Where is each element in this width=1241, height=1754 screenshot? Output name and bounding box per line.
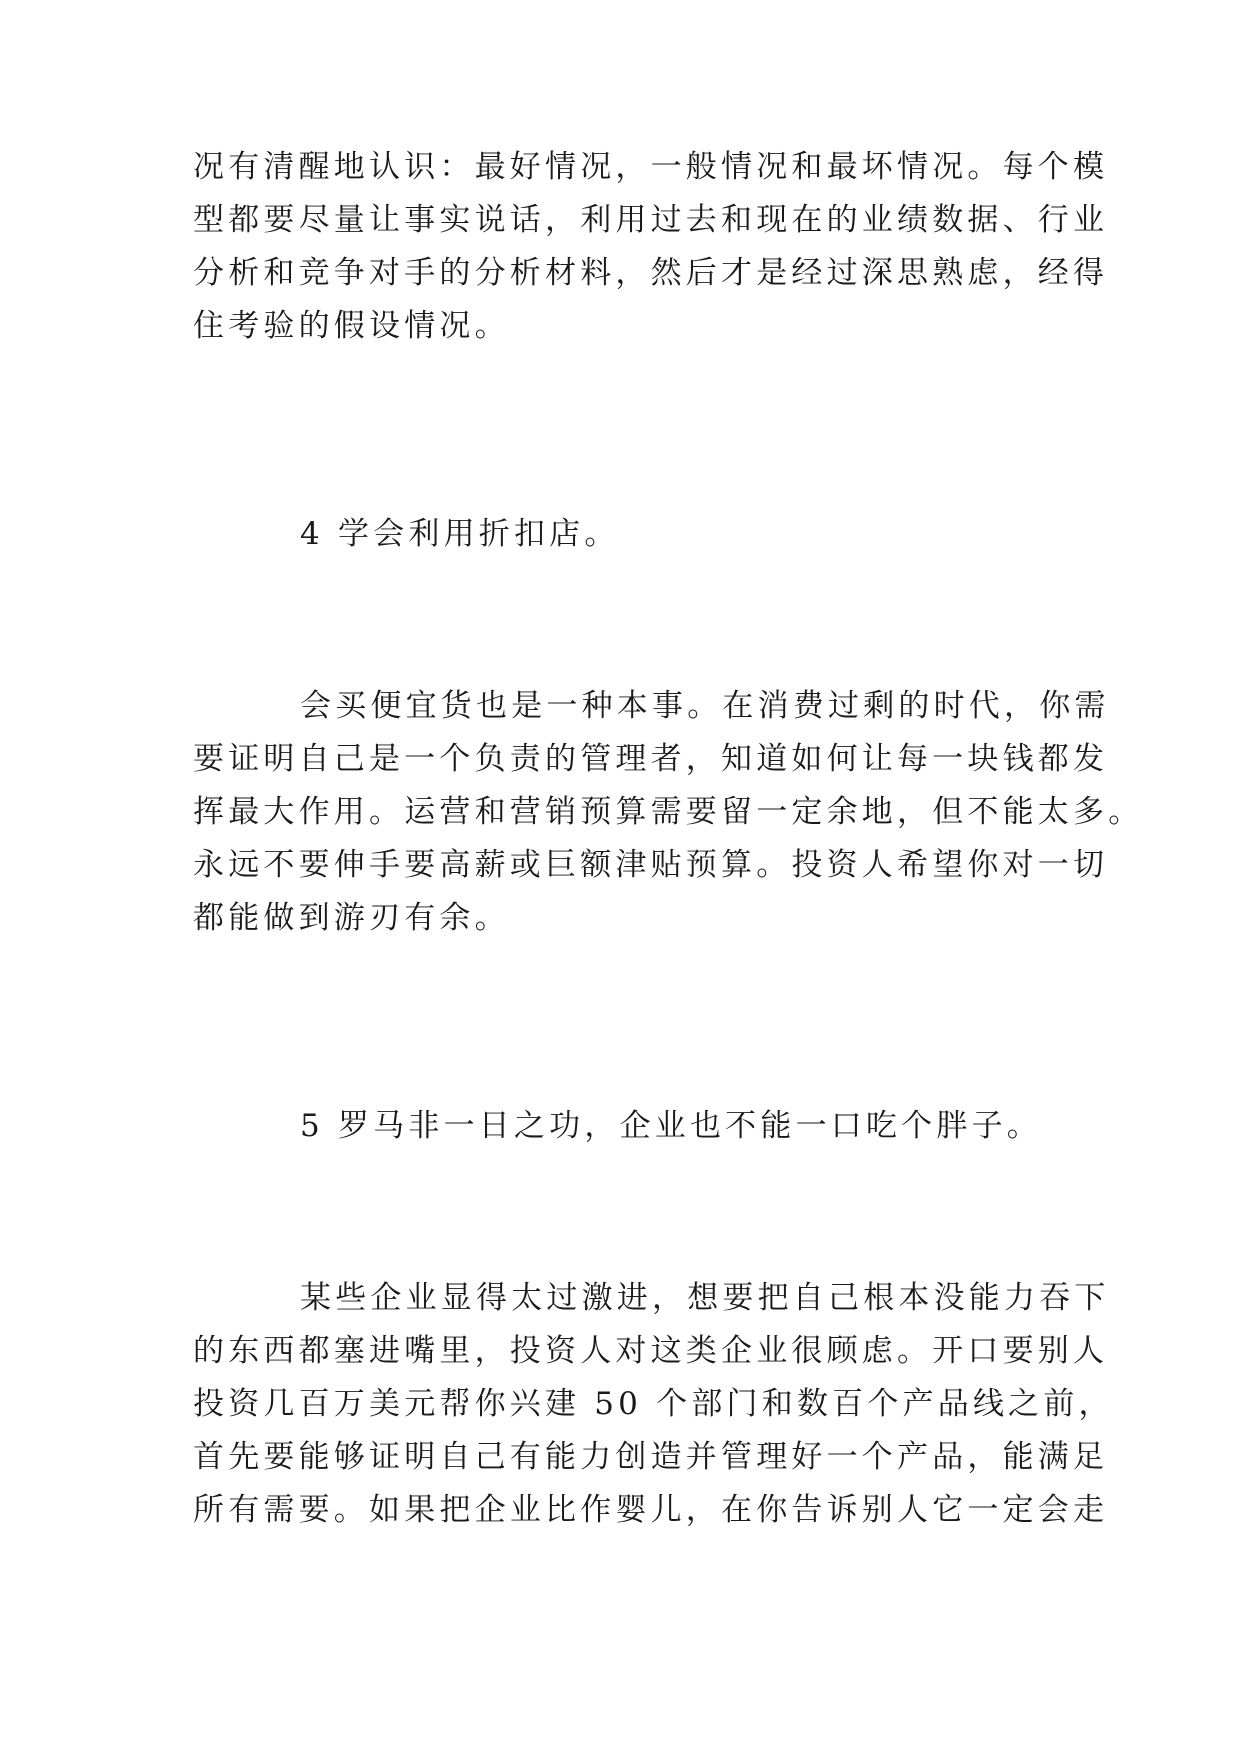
paragraph-3-line-2: 的东西都塞进嘴里，投资人对这类企业很顾虑。开口要别人 <box>193 1333 1109 1369</box>
paragraph-2-line-3: 挥最大作用。运营和营销预算需要留一定余地，但不能太多。 <box>193 794 1144 830</box>
paragraph-2-line-1: 会买便宜货也是一种本事。在消费过剩的时代，你需 <box>300 688 1110 724</box>
section-heading-4: 4 学会利用折扣店。 <box>300 516 620 552</box>
paragraph-1-line-3: 分析和竞争对手的分析材料，然后才是经过深思熟虑，经得 <box>193 255 1109 291</box>
paragraph-2-line-2: 要证明自己是一个负责的管理者，知道如何让每一块钱都发 <box>193 741 1109 777</box>
paragraph-1-line-1: 况有清醒地认识：最好情况，一般情况和最坏情况。每个模 <box>193 149 1109 185</box>
paragraph-2-line-4: 永远不要伸手要高薪或巨额津贴预算。投资人希望你对一切 <box>193 847 1109 883</box>
paragraph-3-line-4: 首先要能够证明自己有能力创造并管理好一个产品，能满足 <box>193 1439 1109 1475</box>
paragraph-2-line-5: 都能做到游刃有余。 <box>193 900 510 936</box>
paragraph-3-line-5: 所有需要。如果把企业比作婴儿，在你告诉别人它一定会走 <box>193 1492 1109 1528</box>
paragraph-1-line-4: 住考验的假设情况。 <box>193 308 510 344</box>
paragraph-1-line-2: 型都要尽量让事实说话，利用过去和现在的业绩数据、行业 <box>193 202 1109 238</box>
section-heading-5: 5 罗马非一日之功，企业也不能一口吃个胖子。 <box>300 1108 1042 1144</box>
paragraph-3-line-1: 某些企业显得太过激进，想要把自己根本没能力吞下 <box>300 1280 1110 1316</box>
paragraph-3-line-3: 投资几百万美元帮你兴建 50 个部门和数百个产品线之前， <box>193 1386 1114 1422</box>
